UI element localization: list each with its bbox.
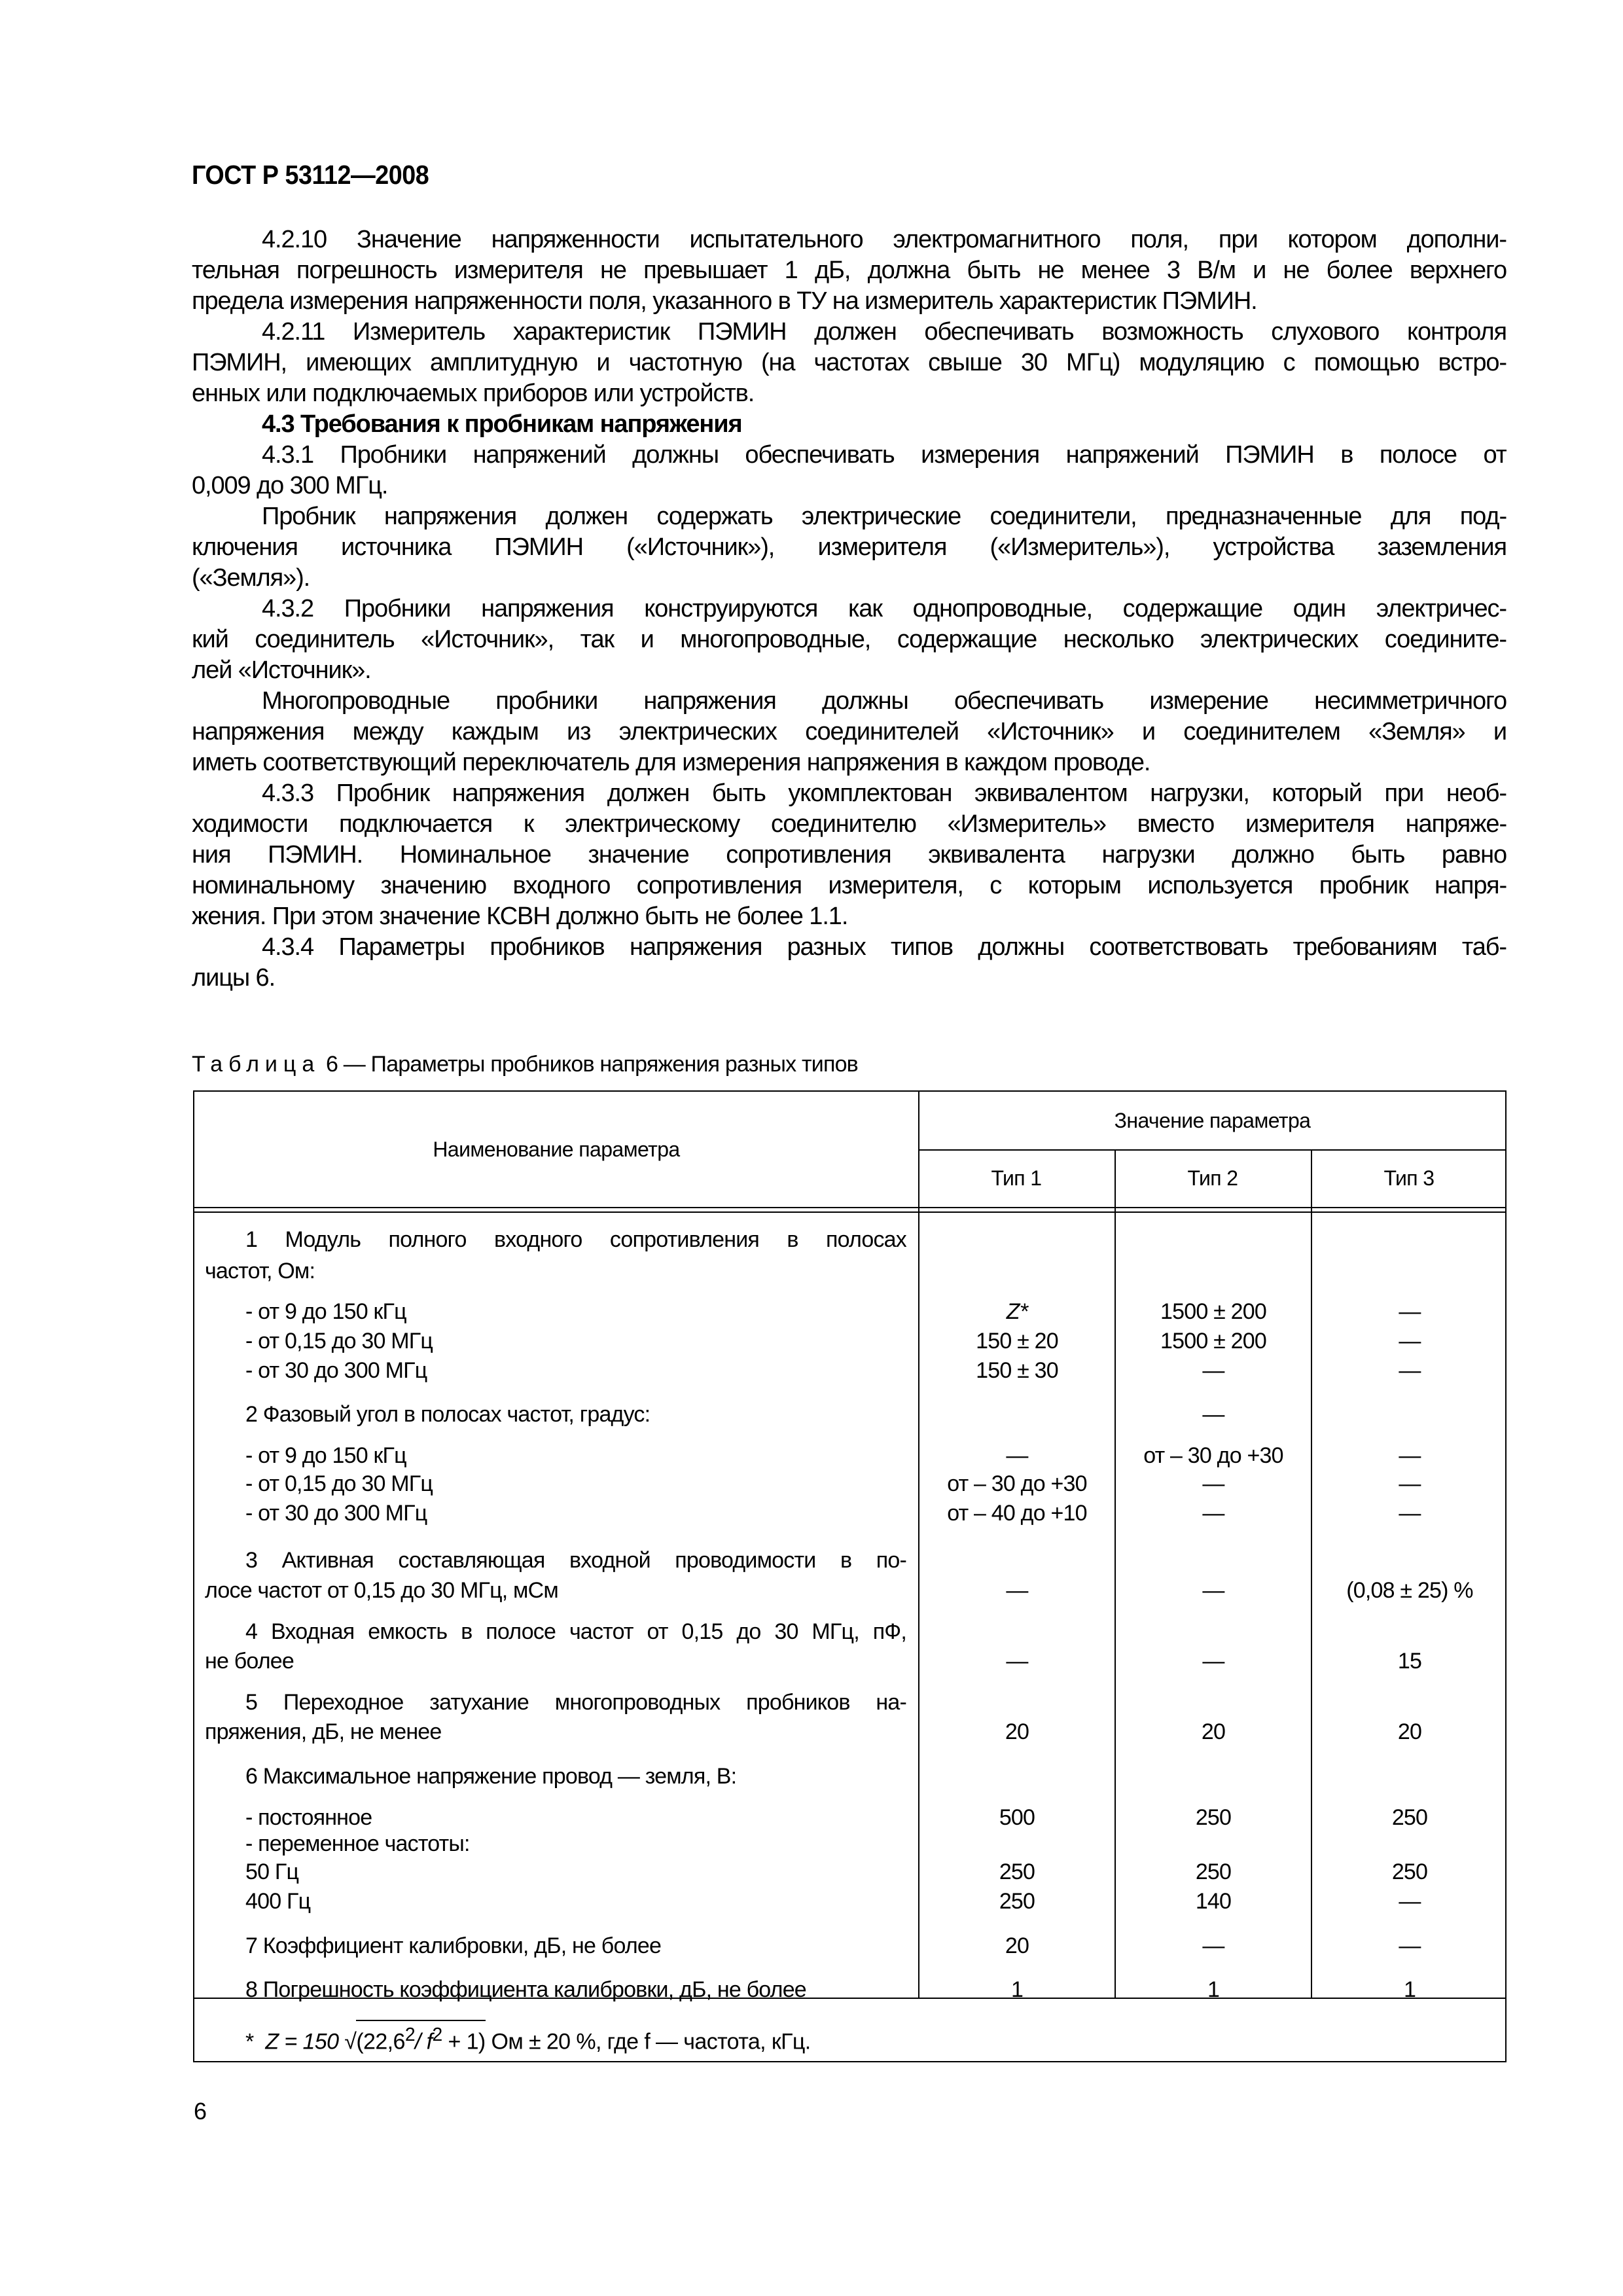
table-caption: [192, 1051, 858, 1077]
value-type-1: —: [1006, 1649, 1028, 1674]
value-type-3: 250: [1391, 1805, 1428, 1830]
value-type-3: —: [1399, 1329, 1421, 1354]
header-type-1: Тип 1: [991, 1166, 1042, 1190]
value-type-3: —: [1399, 1501, 1421, 1526]
parameter-name: - от 0,15 до 30 МГц: [245, 1471, 433, 1496]
value-type-2: 250: [1195, 1805, 1232, 1830]
table-row: [194, 1257, 1505, 1286]
value-type-2: 250: [1195, 1859, 1232, 1884]
table-row: [194, 1356, 1505, 1386]
value-type-3: 250: [1391, 1859, 1428, 1884]
parameter-name: - от 0,15 до 30 МГц: [245, 1329, 433, 1354]
value-type-2: 1500 ± 200: [1160, 1329, 1266, 1354]
body-line: напряжения между каждым из электрических соединителей «Источник» и соединителем «Земля» и: [192, 718, 1507, 745]
table-row: [194, 1647, 1505, 1676]
value-type-3: 1: [1403, 1977, 1416, 2002]
value-type-3: 15: [1397, 1649, 1422, 1674]
table-row: [194, 1400, 1505, 1429]
value-type-1: 500: [999, 1805, 1035, 1830]
value-type-2: —: [1202, 1471, 1224, 1496]
value-type-2: от – 30 до +30: [1143, 1443, 1283, 1468]
value-type-2: —: [1202, 1933, 1224, 1958]
table-caption-title: 6 — Параметры пробников напряжения разных типов: [320, 1052, 858, 1077]
parameter-name: не более: [205, 1649, 294, 1674]
value-type-2: —: [1202, 1578, 1224, 1603]
table-row: [194, 1441, 1505, 1471]
body-line: лицы 6.: [192, 964, 276, 992]
table-row: [194, 1688, 1505, 1717]
value-type-1: 250: [999, 1889, 1035, 1914]
parameter-name: 2 Фазовый угол в полосах частот, градус:: [245, 1402, 651, 1427]
table-row: [194, 1499, 1505, 1528]
parameter-name: 1 Модуль полного входного сопротивления в полосах: [245, 1227, 906, 1252]
body-line: 4.3.4 Параметры пробников напряжения разных типов должны соответствовать требованиям таб-: [262, 933, 1507, 961]
header-type-2: Тип 2: [1187, 1166, 1238, 1190]
parameters-table: [193, 1090, 1507, 2062]
parameter-name: 3 Активная составляющая входной проводимости в по-: [245, 1548, 906, 1573]
header-parameter-name: Наименование параметра: [433, 1138, 680, 1161]
body-line: ключения источника ПЭМИН («Источник»), измерителя («Измеритель»), устройства заземления: [192, 533, 1507, 561]
table-row: [194, 1469, 1505, 1499]
value-type-1: 20: [1005, 1719, 1029, 1744]
value-type-2: —: [1202, 1649, 1224, 1674]
body-line: тельная погрешность измерителя не превышает 1 дБ, должна быть не менее 3 В/м и не более верхнего: [192, 257, 1507, 284]
footnote-marker: *: [245, 2029, 254, 2054]
value-type-3: —: [1399, 1358, 1421, 1383]
value-type-1: от – 30 до +30: [947, 1471, 1087, 1496]
body-line: 4.3.1 Пробники напряжений должны обеспечивать измерения напряжений ПЭМИН в полосе от: [262, 441, 1507, 469]
footnote-radicand: (22,6$^2$/ $f^2 + 1$): [356, 2020, 485, 2054]
value-type-3: —: [1399, 1933, 1421, 1958]
table-hline-header-bottom-1: [194, 1207, 1507, 1208]
header-type-3: Тип 3: [1383, 1166, 1435, 1190]
table-caption-prefix: Таблица: [192, 1052, 321, 1077]
value-type-2: 20: [1201, 1719, 1226, 1744]
value-type-2: —: [1202, 1402, 1224, 1427]
body-line: лей «Источник».: [192, 656, 371, 684]
body-line: ния ПЭМИН. Номинальное значение сопротивления эквивалента нагрузки должно быть равно: [192, 841, 1507, 869]
body-line: 4.3.2 Пробники напряжения конструируются как однопроводные, содержащие один электричес-: [262, 595, 1507, 622]
body-line: 4.2.10 Значение напряженности испытательного электромагнитного поля, при котором дополни-: [262, 226, 1507, 253]
table-row: [194, 1576, 1505, 1605]
sqrt-sign-icon: √: [344, 2029, 357, 2054]
value-type-1: 150 ± 30: [976, 1358, 1058, 1383]
value-type-1: от – 40 до +10: [947, 1501, 1087, 1526]
table-row: [194, 1857, 1505, 1887]
parameter-name: 7 Коэффициент калибровки, дБ, не более: [245, 1933, 662, 1958]
body-line: енных или подключаемых приборов или устройств.: [192, 380, 755, 407]
body-line: номинальному значению входного сопротивления измерителя, с которым используется пробник напря-: [192, 872, 1507, 899]
table-row: [194, 1887, 1505, 1916]
parameter-name: - от 30 до 300 МГц: [245, 1501, 427, 1526]
value-type-2: 1: [1207, 1977, 1220, 2002]
body-line: жения. При этом значение КСВН должно быть не более 1.1.: [192, 903, 848, 930]
table-footnote: [245, 2020, 811, 2056]
value-type-1: 20: [1005, 1933, 1029, 1958]
value-type-1: Z*: [1006, 1299, 1028, 1324]
value-type-2: —: [1202, 1358, 1224, 1383]
parameter-name: 400 Гц: [245, 1889, 311, 1914]
value-type-1: 1: [1010, 1977, 1024, 2002]
parameter-name: - от 30 до 300 МГц: [245, 1358, 427, 1383]
table-row: [194, 1717, 1505, 1747]
body-line: 4.3.3 Пробник напряжения должен быть укомплектован эквивалентом нагрузки, который при необ-: [262, 780, 1507, 807]
value-type-2: —: [1202, 1501, 1224, 1526]
parameter-name: 50 Гц: [245, 1859, 299, 1884]
parameter-name: 6 Максимальное напряжение провод — земля, В:: [245, 1764, 737, 1789]
parameter-name: - переменное частоты:: [245, 1831, 470, 1856]
body-line: Многопроводные пробники напряжения должны обеспечивать измерение несимметричного: [262, 687, 1507, 715]
parameter-name: частот, Ом:: [205, 1259, 315, 1283]
parameter-name: 5 Переходное затухание многопроводных пробников на-: [245, 1690, 906, 1715]
body-line: кий соединитель «Источник», так и многопроводные, содержащие несколько электрических соедините-: [192, 626, 1507, 653]
body-line: 0,009 до 300 МГц.: [192, 472, 388, 499]
body-line: предела измерения напряженности поля, указанного в ТУ на измеритель характеристик ПЭМИН.: [192, 287, 1257, 315]
parameter-name: - от 9 до 150 кГц: [245, 1443, 406, 1468]
table-row: [194, 1803, 1505, 1833]
value-type-3: 20: [1397, 1719, 1422, 1744]
section-heading: 4.3 Требования к пробникам напряжения: [262, 410, 742, 438]
table-row: [194, 1931, 1505, 1961]
document-id-header: ГОСТ Р 53112—2008: [192, 160, 429, 190]
body-line: Пробник напряжения должен содержать электрические соединители, предназначенные для под-: [262, 503, 1507, 530]
table-row: [194, 1762, 1505, 1791]
value-type-1: 250: [999, 1859, 1035, 1884]
parameter-name: - постоянное: [245, 1805, 372, 1830]
value-type-1: —: [1006, 1443, 1028, 1468]
value-type-2: 140: [1195, 1889, 1232, 1914]
table-hline-header-bottom-2: [194, 1211, 1507, 1213]
value-type-3: —: [1399, 1443, 1421, 1468]
footnote-lhs: Z = 150: [265, 2029, 339, 2054]
table-row: [194, 1829, 1505, 1859]
body-line: ПЭМИН, имеющих амплитудную и частотную (на частотах свыше 30 МГц) модуляцию с помощью встро-: [192, 349, 1507, 376]
table-row: [194, 1975, 1505, 2005]
parameter-name: лосе частот от 0,15 до 30 МГц, мСм: [205, 1578, 558, 1603]
body-line: 4.2.11 Измеритель характеристик ПЭМИН должен обеспечивать возможность слухового контроля: [262, 318, 1507, 346]
table-row: [194, 1225, 1505, 1255]
table-row: [194, 1297, 1505, 1327]
table-hline-header-split: [918, 1149, 1507, 1151]
parameter-name: пряжения, дБ, не менее: [205, 1719, 442, 1744]
table-row: [194, 1327, 1505, 1356]
body-text: [192, 224, 1507, 994]
page-number: 6: [194, 2098, 207, 2125]
value-type-1: 150 ± 20: [976, 1329, 1058, 1354]
value-type-2: 1500 ± 200: [1160, 1299, 1266, 1324]
parameter-name: 8 Погрешность коэффициента калибровки, дБ, не более: [245, 1977, 806, 2002]
body-line: ходимости подключается к электрическому соединителю «Измеритель» вместо измерителя напряже-: [192, 810, 1507, 838]
value-type-3: —: [1399, 1889, 1421, 1914]
value-type-3: —: [1399, 1471, 1421, 1496]
value-type-1: —: [1006, 1578, 1028, 1603]
parameter-name: - от 9 до 150 кГц: [245, 1299, 406, 1324]
table-row: [194, 1546, 1505, 1575]
body-line: иметь соответствующий переключатель для измерения напряжения в каждом проводе.: [192, 749, 1150, 776]
body-line: («Земля»).: [192, 564, 310, 592]
value-type-3: —: [1399, 1299, 1421, 1324]
parameter-name: 4 Входная емкость в полосе частот от 0,15 до 30 МГц, пФ,: [245, 1619, 906, 1644]
table-row: [194, 1617, 1505, 1647]
header-parameter-value: Значение параметра: [1114, 1109, 1311, 1132]
footnote-rest: Ом ± 20 %, где f — частота, кГц.: [485, 2029, 811, 2054]
value-type-3: (0,08 ± 25) %: [1346, 1578, 1473, 1603]
